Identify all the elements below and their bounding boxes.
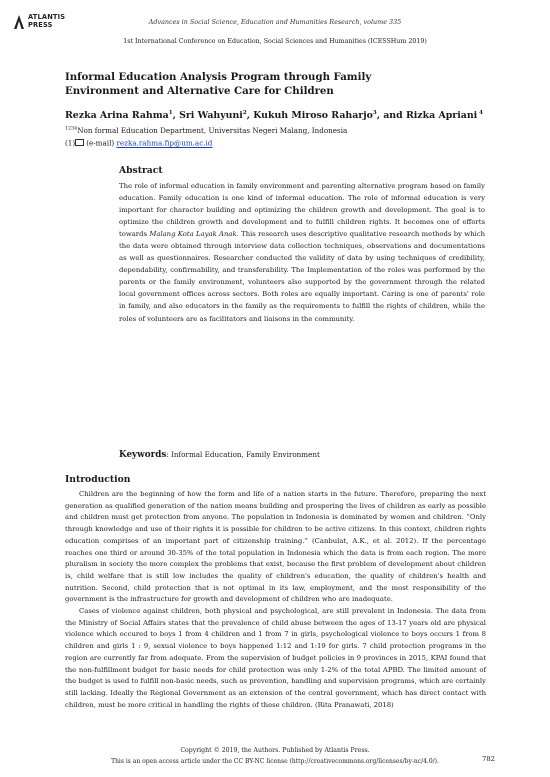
introduction-heading: Introduction — [65, 474, 131, 485]
author-separator: , — [172, 110, 180, 122]
abstract-heading: Abstract — [119, 165, 163, 176]
author-name: Sri Wahyuni — [179, 110, 243, 122]
body-paragraph: Cases of violence against children, both physical and psychological, are still prevalent in Indonesia. The data from the Ministry of Social Affairs states that the prevalence of child abuse between the ages of 13-17 years old are physical violence which occured to boys 1 from 4 children and 1 from 7 in girls, psychological violence to boys occurs 1 from 8 children and girls 1 : 9, sexual violence to boys happened 1:12 and 1:19 for girls. 7 child protection programs in the region are currently far from adequate. From the supervision of budget policies in 9 provinces in 2015, KPAI found that the non-fulfillment budget for basic needs for child protection was only 1-2% of the total APBD. The limited amount of the budget is used to fulfill non-basic needs, such as prevention, handling and supervision programs, which are certainly still lacking. Ideally the Regional Government as an extension of the central government, which has direct contact with children, must be more critical in handling the rights of these children. (Rita Pranawati, 2018) — [65, 607, 486, 709]
author-separator: , and — [376, 110, 406, 122]
logo-line-2: PRESS — [28, 21, 53, 30]
author-name: Rizka Apriani — [405, 110, 478, 122]
correspondence-email — [65, 138, 212, 148]
journal-header: Advances in Social Science, Education and Humanities Research, volume 335 — [148, 18, 402, 26]
affiliation — [65, 126, 347, 135]
author-separator: , — [246, 110, 254, 122]
affiliation-text: Non formal Education Department, Universitas Negeri Malang, Indonesia — [77, 126, 348, 135]
author-name: Rezka Arina Rahma — [65, 110, 169, 122]
author-sup: 2 — [242, 110, 247, 116]
email-sup: (1) — [65, 138, 76, 148]
abstract-italic-term: Malang Kota Layak Anak — [149, 230, 237, 239]
logo-line-1: ATLANTIS — [28, 13, 66, 21]
body-paragraph: Children are the beginning of how the form and life of a nation starts in the future. Therefore, preparing the next generation as qualified generation of the nation means building and prospering the lives of children as early as possible and children must get protection from anyone. The population in Indonesia is dominated by women and children. “Only through knowledge and use of their rights it is possible for children to be active citizens. In this context, children rights education comprises of an important part of citizenship training.” (Canbulat, A.K., et al. 2012). If the percentage reaches one third or around 30-35% of the total population in Indonesia which the data is from each region. The more pluralism in society the more complex the problems that exist, because the first problem of development about children is, child welfare that is still low includes the quality of children's education, the quality of children's health and nutrition. Second, child protection that is not optimal in its law, employment, and the most responsibility of the government is the infrastructure for growth and development of children who are inadequate. — [65, 490, 486, 604]
page-number: 782 — [482, 755, 495, 763]
footer-copyright: Copyright © 2019, the Authors. Published by Atlantis Press. — [180, 747, 370, 754]
footer-license: This is an open access article under the CC BY-NC license (http://creativecommons.org/licenses/by-nc/4.0/). — [111, 758, 439, 765]
keywords — [119, 450, 320, 460]
envelope-icon — [75, 139, 84, 147]
abstract-part-2: . This research uses descriptive qualitative research methods by which the data were obtained through interview data collection techniques, observations and documentations as well as questionnaires. Researcher conducted the validity of data by using techniques of credibility, dependability, confirmability, and transferability. The Implementation of the roles was performed by the parents or the family environment, volunteers also supported by the government through the related local government offices across sectors. Both roles are equally important. Caring is one of parents' role in family, and also educators in the family as the requirements to fulfill the rights of children, while the roles of volunteers are as facilitators and liaisons in the community. — [119, 230, 485, 323]
keywords-label: Keywords — [119, 450, 167, 460]
email-label: (e-mail) — [86, 138, 117, 148]
author-list — [65, 110, 483, 121]
author-sup: 1 — [168, 110, 173, 116]
abstract-text — [119, 180, 485, 325]
keywords-text: : Informal Education, Family Environment — [166, 450, 320, 459]
introduction-body — [65, 489, 486, 711]
conference-header: 1st International Conference on Education, Social Sciences and Humanities (ICESSHum 2019) — [123, 38, 427, 45]
author-sup: 3 — [372, 110, 377, 116]
author-sup: 4 — [477, 110, 483, 116]
paper-title: Informal Education Analysis Program through Family Environment and Alternative Care for Children — [65, 71, 372, 97]
abstract-part-1: The role of informal education in family environment and parenting alternative program based on family education. Family education is one kind of informal education. The role of informal education is very important for character building and optimizing the children growth and development. The goal is to optimize the children growth and development and to fulfill children rights. It becomes one of efforts towards — [119, 182, 485, 239]
email-link[interactable]: rezka.rahma.fip@um.ac.id — [116, 138, 213, 148]
author-name: Kukuh Miroso Raharjo — [253, 110, 373, 122]
affiliation-sup: 1234 — [65, 126, 78, 132]
